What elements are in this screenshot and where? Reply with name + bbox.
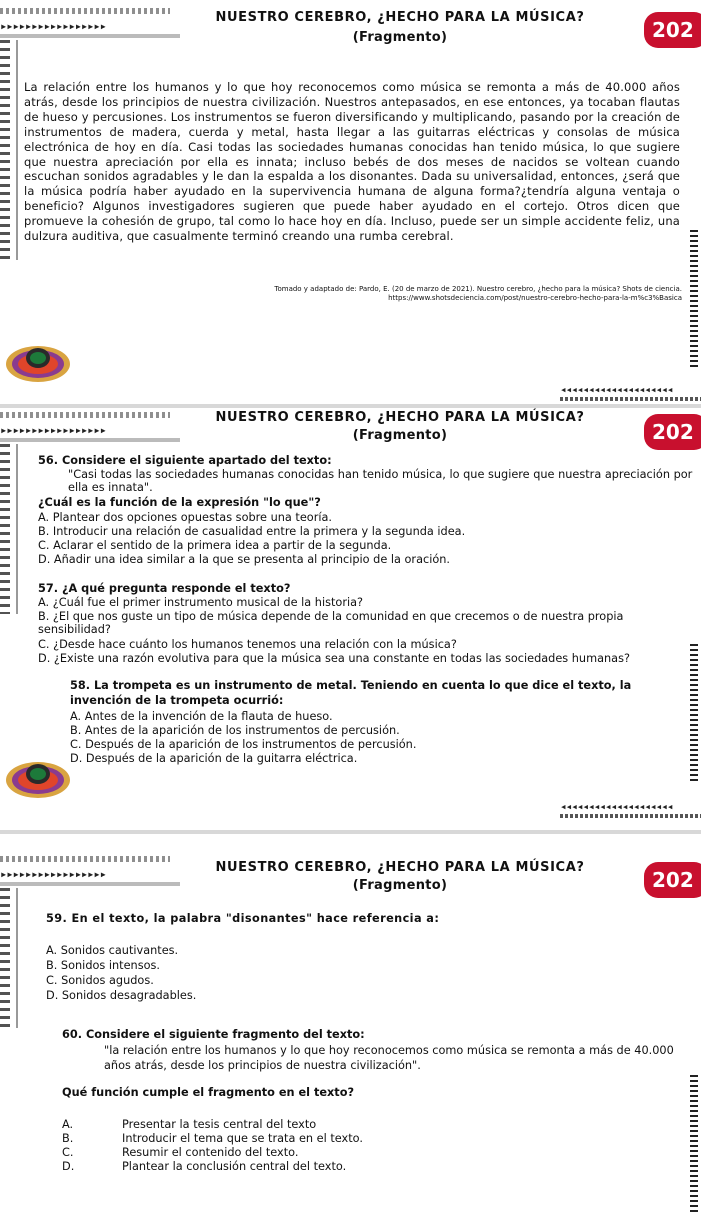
- question-56-option-a: A. Plantear dos opciones opuestas sobre una teoría.: [38, 511, 333, 524]
- question-56-stem: 56. Considere el siguiente apartado del texto:: [38, 454, 332, 467]
- option-letter: C.: [62, 1146, 74, 1159]
- decorative-bar: [0, 34, 180, 38]
- option-letter: B.: [62, 1132, 74, 1145]
- question-57-option-c: C. ¿Desde hace cuánto los humanos tenemos una relación con la música?: [38, 638, 457, 651]
- question-56-option-c: C. Aclarar el sentido de la primera idea a partir de la segunda.: [38, 539, 392, 552]
- decorative-arrows-right: ▸▸▸▸▸▸▸▸▸▸▸▸▸▸▸▸▸: [0, 868, 106, 880]
- question-60-stem: 60. Considere el siguiente fragmento del texto:: [62, 1028, 365, 1041]
- page-separator: [0, 404, 701, 408]
- question-60-option-d: [62, 1160, 346, 1173]
- decorative-band: [0, 8, 170, 14]
- reference-url: https://www.shotsdeciencia.com/post/nuestro-cerebro-hecho-para-la-m%c3%Basica: [388, 294, 682, 302]
- question-58-option-c: C. Después de la aparición de los instrumentos de percusión.: [70, 738, 417, 751]
- year-badge: 202: [644, 862, 701, 898]
- decorative-band-bottom: [560, 397, 701, 401]
- question-60-question: Qué función cumple el fragmento en el texto?: [62, 1086, 355, 1099]
- decorative-right-strip: [690, 644, 698, 784]
- decorative-left-strip: [0, 444, 10, 614]
- decorative-left-line: [16, 444, 18, 614]
- decorative-right-strip: [690, 230, 698, 370]
- question-58-option-b: B. Antes de la aparición de los instrumentos de percusión.: [70, 724, 400, 737]
- question-59-option-d: D. Sonidos desagradables.: [46, 989, 197, 1002]
- sombrero-icon: [4, 752, 72, 800]
- question-59-option-c: C. Sonidos agudos.: [46, 974, 154, 987]
- decorative-bar: [0, 438, 180, 442]
- decorative-bar: [0, 882, 180, 886]
- reading-text: La relación entre los humanos y lo que hoy reconocemos como música se remonta a más de 40.000 años atrás, desde los principios de nuestra civilización. Nuestros antepasados, en ese entonces, ya tocaban flautas de hueso y percusiones. Los instrumentos se fueron diversificando y multiplicando, pasando por la creación de instrumentos de madera, cuerda y metal, hasta llegar a las guitarras eléctricas y consolas de música electrónica de hoy en día. Casi todas las sociedades humanas conocidas han tenido música, lo que sugiere que nuestra apreciación por ella es innata; incluso bebés de dos meses de nacidos se voltean cuando escuchan sonidos agradables y le dan la espalda a los disonantes. Dada su universalidad, entonces, ¿será que la música podría haber ayudado en la supervivencia humana de alguna forma?¿tendría alguna ventaja o beneficio? Algunos investigadores sugieren que puede haber ayudado en el cortejo. Otros dicen que promueve la cohesión de grupo, tal como lo hace hoy en día. Incluso, puede ser un simple accidente feliz, una dulzura auditiva, que casualmente terminó creando una rumba cerebral.: [24, 80, 680, 244]
- question-60-option-a: [62, 1118, 316, 1131]
- decorative-band: [0, 856, 170, 862]
- decorative-band-bottom: [560, 814, 701, 818]
- page-title: NUESTRO CEREBRO, ¿HECHO PARA LA MÚSICA?: [215, 410, 585, 425]
- sombrero-icon: [4, 336, 72, 384]
- question-59-option-b: B. Sonidos intensos.: [46, 959, 160, 972]
- page-1: [0, 0, 701, 404]
- decorative-left-strip: [0, 888, 10, 1028]
- reference-citation: Tomado y adaptado de: Pardo, E. (20 de marzo de 2021). Nuestro cerebro, ¿hecho para la música? Shots de ciencia.: [274, 285, 682, 293]
- option-text: Introducir el tema que se trata en el texto.: [122, 1132, 363, 1145]
- question-56-option-b: B. Introducir una relación de casualidad entre la primera y la segunda idea.: [38, 525, 466, 538]
- decorative-arrows-left: ◂◂◂◂◂◂◂◂◂◂◂◂◂◂◂◂◂◂◂◂: [560, 801, 673, 812]
- question-56-question: ¿Cuál es la función de la expresión "lo que"?: [38, 496, 321, 509]
- option-letter: D.: [62, 1160, 75, 1173]
- option-text: Presentar la tesis central del texto: [122, 1118, 317, 1131]
- page-2: [0, 404, 701, 830]
- question-58-option-a: A. Antes de la invención de la flauta de hueso.: [70, 710, 333, 723]
- page-3: [0, 830, 701, 1220]
- page-title: NUESTRO CEREBRO, ¿HECHO PARA LA MÚSICA?: [215, 860, 585, 875]
- option-text: Resumir el contenido del texto.: [122, 1146, 299, 1159]
- page-subtitle: (Fragmento): [352, 30, 448, 45]
- year-badge: 202: [644, 12, 701, 48]
- decorative-arrows-right: ▸▸▸▸▸▸▸▸▸▸▸▸▸▸▸▸▸: [0, 20, 106, 32]
- option-letter: A.: [62, 1118, 74, 1131]
- year-badge: 202: [644, 414, 701, 450]
- decorative-arrows-left: ◂◂◂◂◂◂◂◂◂◂◂◂◂◂◂◂◂◂◂◂: [560, 384, 673, 395]
- question-59-option-a: A. Sonidos cautivantes.: [46, 944, 179, 957]
- page-title: NUESTRO CEREBRO, ¿HECHO PARA LA MÚSICA?: [215, 10, 585, 25]
- question-60-quote: "la relación entre los humanos y lo que hoy reconocemos como música se remonta a más de 40.000 años atrás, desde los principios de nuestra civilización".: [104, 1044, 674, 1072]
- question-57-option-a: A. ¿Cuál fue el primer instrumento musical de la historia?: [38, 596, 364, 609]
- decorative-left-strip: [0, 40, 10, 260]
- page-subtitle: (Fragmento): [352, 428, 448, 443]
- question-58-option-d: D. Después de la aparición de la guitarra eléctrica.: [70, 752, 358, 765]
- question-56-option-d: D. Añadir una idea similar a la que se presenta al principio de la oración.: [38, 553, 451, 566]
- question-57-stem: 57. ¿A qué pregunta responde el texto?: [38, 582, 291, 595]
- question-57-option-b: B. ¿El que nos guste un tipo de música depende de la comunidad en que crecemos o de nuestra propia sensibilidad?: [38, 610, 624, 636]
- question-56-quote: "Casi todas las sociedades humanas conocidas han tenido música, lo que sugiere que nuestra apreciación por ella es innata".: [68, 468, 693, 494]
- question-58-stem: 58. La trompeta es un instrumento de metal. Teniendo en cuenta lo que dice el texto, la invención de la trompeta ocurrió:: [70, 679, 632, 707]
- question-60-option-c: [62, 1146, 298, 1159]
- page-separator: [0, 830, 701, 834]
- decorative-left-line: [16, 888, 18, 1028]
- decorative-right-strip: [690, 1075, 698, 1215]
- question-57-option-d: D. ¿Existe una razón evolutiva para que la música sea una constante en todas las sociedades humanas?: [38, 652, 630, 665]
- question-59-stem: 59. En el texto, la palabra "disonantes" hace referencia a:: [46, 912, 440, 925]
- option-text: Plantear la conclusión central del texto.: [122, 1160, 347, 1173]
- page-subtitle: (Fragmento): [352, 878, 448, 893]
- question-60-option-b: [62, 1132, 363, 1145]
- decorative-arrows-right: ▸▸▸▸▸▸▸▸▸▸▸▸▸▸▸▸▸: [0, 424, 106, 436]
- decorative-left-line: [16, 40, 18, 260]
- decorative-band: [0, 412, 170, 418]
